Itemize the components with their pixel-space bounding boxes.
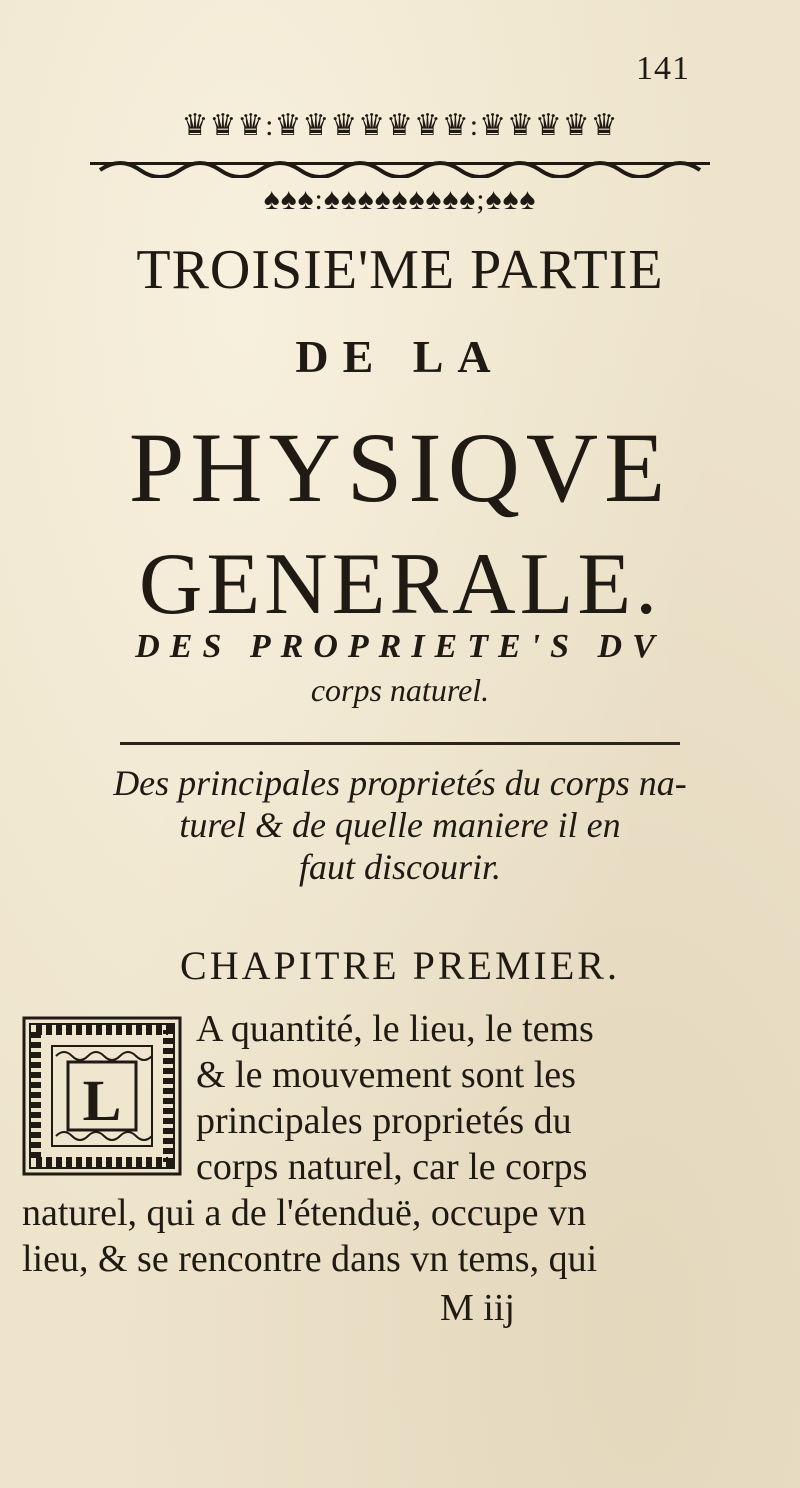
section-heading-line: turel & de quelle maniere il en	[179, 805, 621, 845]
headpiece-ornament-scroll	[0, 152, 800, 178]
decorated-initial	[22, 1016, 182, 1176]
part-title: TROISIE'ME PARTIE	[136, 239, 664, 301]
section-heading	[0, 762, 800, 888]
body-line: principales proprietés du	[196, 1100, 572, 1142]
body-line: corps naturel, car le corps	[196, 1146, 588, 1188]
section-heading-line: Des principales proprietés du corps na-	[113, 763, 687, 803]
title-connector: DE LA	[295, 331, 505, 382]
drop-cap-letter: L	[82, 1068, 122, 1133]
subtitle-line1: DES PROPRIETE'S DV	[135, 628, 665, 665]
chapter-title: CHAPITRE PREMIER.	[180, 943, 620, 988]
body-line: naturel, qui a de l'étenduë, occupe vn	[22, 1192, 586, 1234]
body-line: A quantité, le lieu, le tems	[196, 1008, 594, 1050]
book-title-line2: GENERALE.	[138, 536, 662, 633]
page-number: 141	[636, 50, 690, 87]
headpiece-ornament-fleurons: ♠♠♠:♠♠♠♠♠♠♠♠♠;♠♠♠	[263, 183, 537, 216]
divider-rule	[120, 742, 680, 745]
signature-mark: M iij	[440, 1287, 515, 1329]
body-line: & le mouvement sont les	[196, 1054, 576, 1096]
scroll-ornament-icon	[90, 152, 710, 178]
section-heading-line: faut discourir.	[298, 847, 502, 887]
book-title-line1: PHYSIQVE	[128, 412, 672, 523]
subtitle-line2: corps naturel.	[310, 672, 490, 708]
headpiece-ornament-crowns: ♛♛♛:♛♛♛♛♛♛♛:♛♛♛♛♛	[181, 109, 619, 142]
body-line: lieu, & se rencontre dans vn tems, qui	[22, 1238, 598, 1280]
